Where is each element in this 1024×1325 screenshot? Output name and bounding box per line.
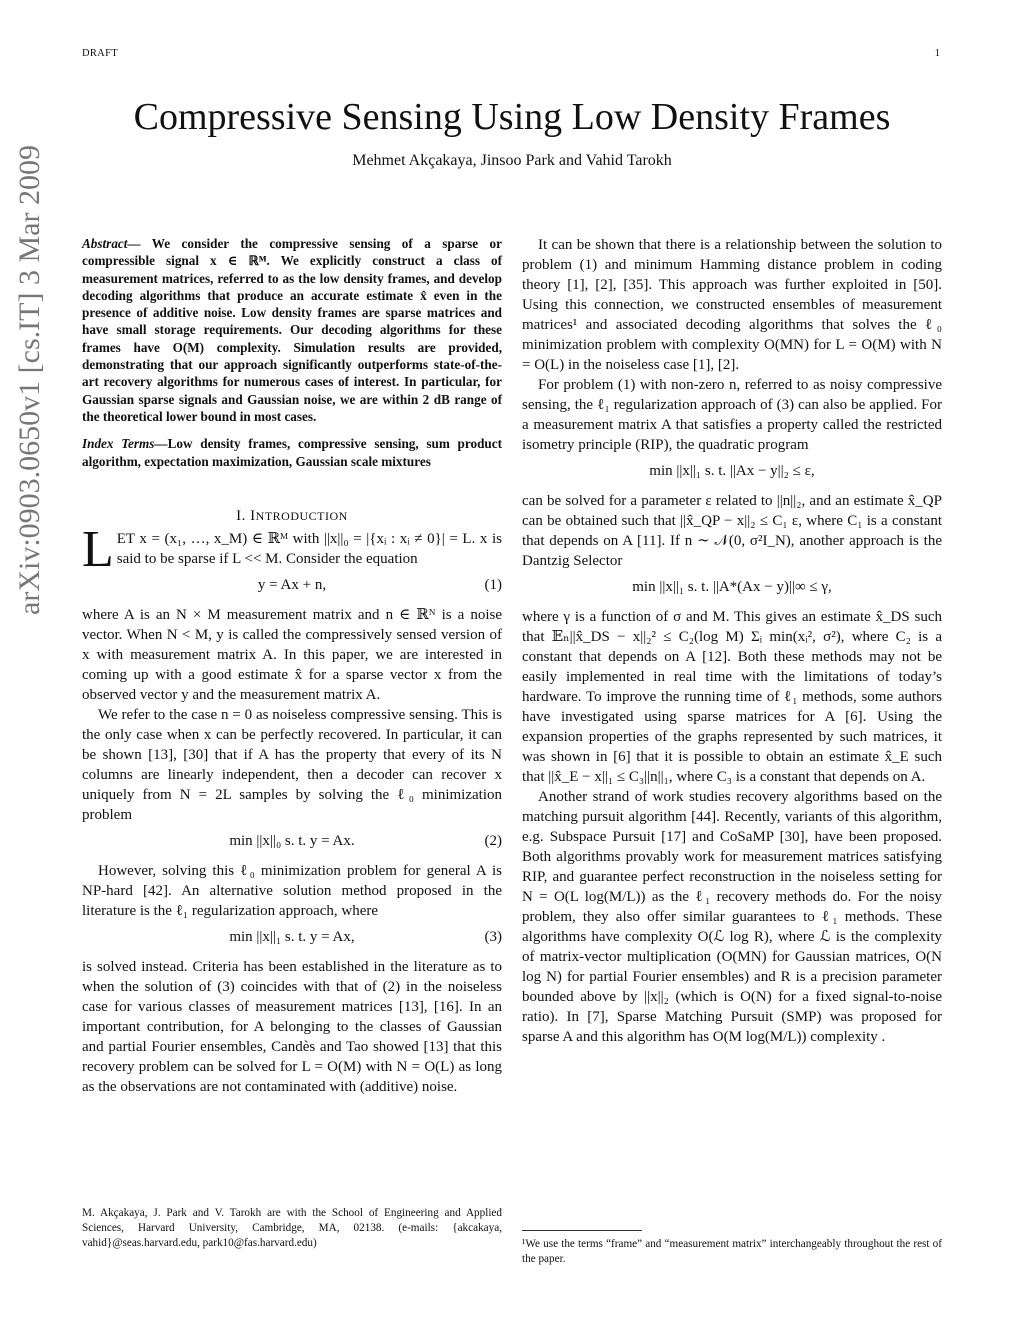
intro-paragraph-5: is solved instead. Criteria has been established in the literature as to when the solution of (3) coincides with that of (2) in the noiseless case for various classes of measurement matrices [13], [16]. In an important contribution, for A belonging to the classes of Gaussian and partial Fourier ensembles, Candès and Tao showed [13] that this recovery problem can be solved for L = O(M) with N = O(L) as long as the observations are not contaminated with (additive) noise. (82, 958, 502, 1095)
equation-2-number: (2) (484, 832, 502, 849)
equation-dantzig-selector (522, 577, 942, 597)
intro-paragraph-2: where A is an N × M measurement matrix and n ∈ ℝᴺ is a noise vector. When N < M, y is called the compressively sensed version of x with measurement matrix A. In this paper, we are interested in coming up with a good estimate x̂ for a sparse vector x from the observed vector y and the measurement matrix A. (82, 606, 502, 703)
equation-quadratic-program (522, 461, 942, 481)
section-title-rest: NTRODUCTION (255, 508, 348, 523)
author-footnote-text: M. Akçakaya, J. Park and V. Tarokh are with the School of Engineering and Applied Sciences, Harvard University, Cambridge, MA, 02138. (e-mails: {akcakaya, vahid}@seas.harvard.edu, park10@fas.harvard.edu) (82, 1207, 502, 1249)
footnote-rule (522, 1230, 642, 1231)
equation-3-number: (3) (484, 928, 502, 945)
section-number: I. (236, 507, 251, 524)
author-footnote (82, 1206, 502, 1251)
equation-2 (82, 831, 502, 851)
paper-authors: Mehmet Akçakaya, Jinsoo Park and Vahid Tarokh (352, 152, 672, 169)
header-draft-label: DRAFT (82, 48, 118, 59)
right-paragraph-3: can be solved for a parameter ε related to ||n||₂, and an estimate x̂_QP can be obtained such that ||x̂_QP − x||₂ ≤ C₁ ε, where C₁ is a constant that depends on A [11]. If n ∼ 𝒩(0, σ²I_N), another approach is the Dantzig Selector (522, 493, 942, 569)
section-title-initial: I (250, 507, 256, 524)
equation-quadratic-program-body: min ||x||₁ s. t. ||Ax − y||₂ ≤ ε, (649, 463, 815, 479)
intro-paragraph-1-text: ET x = (x₁, …, x_M) ∈ ℝᴹ with ||x||₀ = |{xᵢ : xᵢ ≠ 0}| = L. x is said to be sparse if L << M. Consider the equation (116, 530, 502, 567)
intro-paragraph-1 (82, 520, 502, 578)
right-paragraph-2: For problem (1) with non-zero n, referred to as noisy compressive sensing, the ℓ₁ regularization approach of (3) can also be applied. For a measurement matrix A that satisfies a property called the restricted isometry principle (RIP), the quadratic program (522, 377, 942, 453)
intro-paragraph-4: However, solving this ℓ₀ minimization problem for general A is NP-hard [42]. An alternative solution method proposed in the literature is the ℓ₁ regularization approach, where (82, 862, 502, 919)
arxiv-identifier: arXiv:0903.0650v1 [cs.IT] 3 Mar 2009 (13, 145, 46, 615)
equation-2-body: min ||x||₀ s. t. y = Ax. (229, 832, 355, 849)
equation-1-body: y = Ax + n, (257, 576, 327, 593)
section-heading-introduction (82, 508, 502, 525)
abstract-text: We consider the compressive sensing of a sparse or compressible signal x ∈ ℝᴹ. We explicitly construct a class of measurement matrices, referred to as the low density frames, and develop decoding algorithms that produce an accurate estimate x̂ even in the presence of additive noise. Low density frames are sparse matrices and have small storage requirements. Our decoding algorithms for these frames have O(M) complexity. Simulation results are provided, demonstrating that our approach significantly outperforms state-of-the-art recovery algorithms for numerous cases of interest. In particular, for Gaussian sparse signals and Gaussian noise, we are within 2 dB range of the theoretical lower bound in most cases. (82, 236, 502, 424)
intro-paragraph-3: We refer to the case n = 0 as noiseless compressive sensing. This is the only case when x can be perfectly recovered. In particular, it can be shown [13], [30] that if A has the property that every of its N columns are linearly independent, then a decoder can recover x uniquely from N = 2L samples by solving the ℓ₀ minimization problem (82, 706, 502, 823)
terms-footnote (522, 1220, 942, 1267)
equation-3 (82, 927, 502, 947)
equation-1-number: (1) (484, 576, 502, 593)
equation-1 (82, 575, 502, 595)
drop-cap: L (82, 520, 114, 578)
index-terms-label: Index Terms— (82, 436, 168, 452)
right-paragraph-1: It can be shown that there is a relationship between the solution to problem (1) and minimum Hamming distance problem in coding theory [1], [2], [35]. This approach was further exploited in [50]. Using this connection, we constructed ensembles of measurement matrices¹ and associated decoding algorithms that solves the ℓ₀ minimization problem with complexity O(MN) for L = O(M) with N = O(L) in the noiseless case [1], [2]. (522, 237, 942, 373)
page-number: 1 (934, 48, 940, 59)
terms-footnote-text: ¹We use the terms “frame” and “measurement matrix” interchangeably throughout the rest of the paper. (522, 1238, 942, 1265)
abstract-label: Abstract— (82, 236, 141, 251)
index-terms-text: Low density frames, compressive sensing, sum product algorithm, expectation maximization, Gaussian scale mixtures (82, 436, 502, 469)
left-column (82, 235, 502, 1097)
right-paragraph-5: Another strand of work studies recovery algorithms based on the matching pursuit algorithm [44]. Recently, variants of this algorithm, e.g. Subspace Pursuit [17] and CoSaMP [30], have been proposed. Both algorithms provably work for measurement matrices satisfying RIP, and guarantee perfect reconstruction in the noiseless setting for N = O(L log(M/L)) as the ℓ₁ recovery methods do. For the noisy problem, they also offer similar guarantees to ℓ₁ methods. These algorithms have complexity O(ℒ log R), where ℒ is the complexity of matrix-vector multiplication (O(MN) for Gaussian matrices, O(N log N) for partial Fourier ensembles) and R is a precision parameter bounded above by ||x||₂ (which is O(N) for a fixed signal-to-noise ratio). In [7], Sparse Matching Pursuit (SMP) was proposed for sparse A and this algorithm has O(M log(M/L)) complexity . (522, 789, 942, 1045)
equation-dantzig-selector-body: min ||x||₁ s. t. ||A*(Ax − y)||∞ ≤ γ, (632, 579, 832, 595)
abstract (82, 235, 502, 425)
right-paragraph-4: where γ is a function of σ and M. This gives an estimate x̂_DS such that 𝔼ₙ||x̂_DS − x||₂² ≤ C₂(log M) Σᵢ min(xᵢ², σ²), where C₂ is a constant that depends on A [12]. Both these methods may not be easily implemented in real time with the limitations of today’s hardware. To improve the running time of ℓ₁ methods, some authors have investigated using sparse matrices for A [6]. Using the expansion properties of the graphs represented by such matrices, it was shown in [6] that it is possible to obtain an estimate x̂_E such that ||x̂_E − x||₁ ≤ C₃||n||₁, where C₃ is a constant that depends on A. (522, 609, 942, 785)
index-terms (82, 435, 502, 470)
right-column (522, 235, 942, 1047)
paper-title: Compressive Sensing Using Low Density Frames (133, 96, 891, 138)
equation-3-body: min ||x||₁ s. t. y = Ax, (229, 928, 355, 945)
